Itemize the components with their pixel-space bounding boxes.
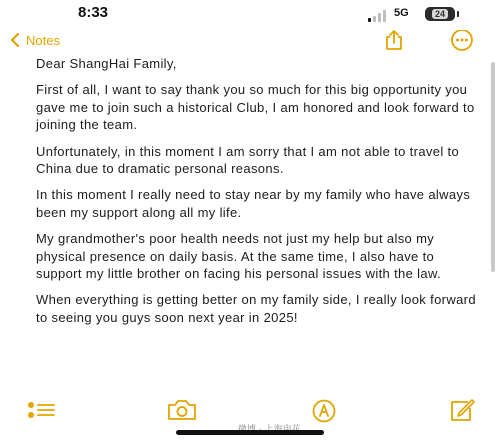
signal-strength-icon (368, 10, 390, 22)
status-bar (0, 0, 500, 28)
scrollbar[interactable] (491, 62, 495, 272)
status-time: 8:33 (77, 4, 109, 21)
note-greeting: Dear ShangHai Family, (36, 56, 177, 71)
battery-icon (425, 7, 455, 21)
note-paragraph: Unfortunately, in this moment I am sorry that I am not able to travel to China due to dramatic personal reasons. (36, 143, 460, 177)
more-options-icon[interactable] (450, 30, 474, 54)
note-paragraph: In this moment I really need to stay near by my family who have always been my support along all my life. (36, 187, 471, 220)
camera-icon[interactable] (166, 398, 198, 422)
nav-bar (0, 28, 500, 54)
compose-icon[interactable] (448, 398, 476, 424)
battery-level: 24 (432, 9, 448, 19)
checklist-icon[interactable] (26, 398, 56, 422)
share-icon[interactable] (382, 29, 406, 51)
back-button[interactable] (10, 28, 60, 52)
battery-tip (457, 11, 459, 17)
note-paragraph: When everything is getting better on my family side, I really look forward to seeing you guys soon next year in 2025! (36, 292, 476, 325)
markup-icon[interactable] (311, 398, 337, 424)
back-label: Notes (26, 32, 60, 48)
network-type: 5G (394, 7, 409, 19)
note-paragraph: First of all, I want to say thank you so much for this big opportunity you gave me to join such a historical Club, I am honored and look forward to joining the team. (36, 82, 475, 133)
note-body[interactable] (36, 55, 476, 335)
home-indicator[interactable] (176, 430, 324, 435)
chevron-left-icon (10, 32, 20, 48)
note-paragraph: My grandmother's poor health needs not just my help but also my physical presence on daily basis. At the same time, I also have to support my little brother on facing his personal issues with the law. (36, 231, 441, 282)
